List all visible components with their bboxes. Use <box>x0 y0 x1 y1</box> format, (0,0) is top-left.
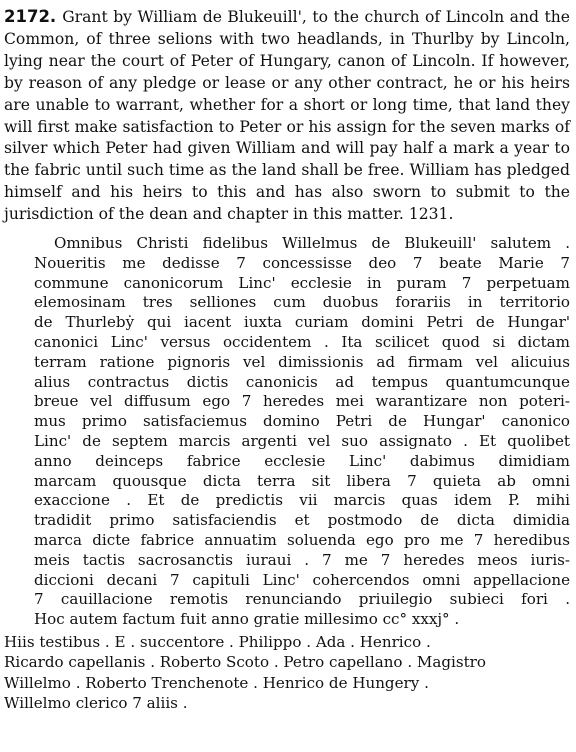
charter-line: diccioni decani 7 capituli Linc' cohercendos omni appellacione <box>34 570 570 589</box>
charter-line: Omnibus Christi fidelibus Willelmus de Blukeuill' salutem . <box>54 234 570 253</box>
charter-line: canonici Linc' versus occidentem . Ita scilicet quod si dictam <box>34 333 570 352</box>
charter-line: terram ratione pignoris vel dimissionis ad firmam vel alicuius <box>34 352 570 371</box>
witness-line: Willelmo . Roberto Trenchenote . Henrico de Hungery . <box>4 673 429 692</box>
charter-line: anno deinceps fabrice ecclesie Linc' dabimus dimidiam <box>34 451 570 470</box>
charter-line: marca dicte fabrice annuatim soluenda ego pro me 7 heredibus <box>34 531 570 550</box>
charter-line: Linc' de septem marcis argenti vel suo assignato . Et quolibet <box>34 432 570 451</box>
charter-line: Hoc autem factum fuit anno gratie millesimo cc° xxxj° . <box>34 610 460 629</box>
witness-line: Willelmo clerico 7 aliis . <box>4 694 188 713</box>
document-page <box>4 6 570 714</box>
witness-line: Ricardo capellanis . Roberto Scoto . Petro capellano . Magistro <box>4 653 486 672</box>
entry-summary-text: Grant by William de Blukeuill', to the church of Lincoln and the Common, of three selions with two headlands, in Thurlby by Lincoln, lying near the court of Peter of Hungary, canon of Lincoln. If however, by reason of any pledge or lease or any other contract, he or his heirs are unable to warrant, whether for a short or long time, that land they will first make satisfaction to Peter or his assign for the seven marks of silver which Peter had given William and will pay half a mark a year to the fabric until such time as the land shall be free. William has pledged himself and his heirs to this and has also sworn to submit to the jurisdiction of the dean and chapter in this matter. 1231. <box>4 8 570 224</box>
charter-line: exaccione . Et de predictis vii marcis quas idem P. mihi <box>34 491 570 510</box>
witness-list <box>4 632 570 714</box>
entry-summary <box>4 6 570 226</box>
entry-number: 2172. <box>4 7 57 26</box>
charter-line: commune canonicorum Linc' ecclesie in puram 7 perpetuam <box>34 273 570 292</box>
charter-line: meis tactis sacrosanctis iuraui . 7 me 7 heredes meos iuris- <box>34 550 570 569</box>
charter-line: de Thurlebẏ qui iacent iuxta curiam domini Petri de Hungar' <box>34 313 570 332</box>
witness-line: Hiis testibus . E . succentore . Philippo . Ada . Henrico . <box>4 633 431 651</box>
charter-line: breue vel diffusum ego 7 heredes mei warantizare non poteri- <box>34 392 570 411</box>
charter-line: alius contractus dictis canonicis ad tempus quantumcunque <box>34 372 570 391</box>
charter-line: Noueritis me dedisse 7 concessisse deo 7 beate Marie 7 <box>34 253 570 272</box>
charter-line: mus primo satisfaciemus domino Petri de Hungar' canonico <box>34 412 570 431</box>
charter-line: tradidit primo satisfaciendis et postmodo de dicta dimidia <box>34 511 570 530</box>
charter-text <box>34 234 570 630</box>
charter-line: 7 cauillacione remotis renunciando priuilegio subieci fori . <box>34 590 570 609</box>
charter-line: marcam quousque dicta terra sit libera 7 quieta ab omni <box>34 471 570 490</box>
charter-line: elemosinam tres selliones cum duobus forariis in territorio <box>34 293 570 312</box>
